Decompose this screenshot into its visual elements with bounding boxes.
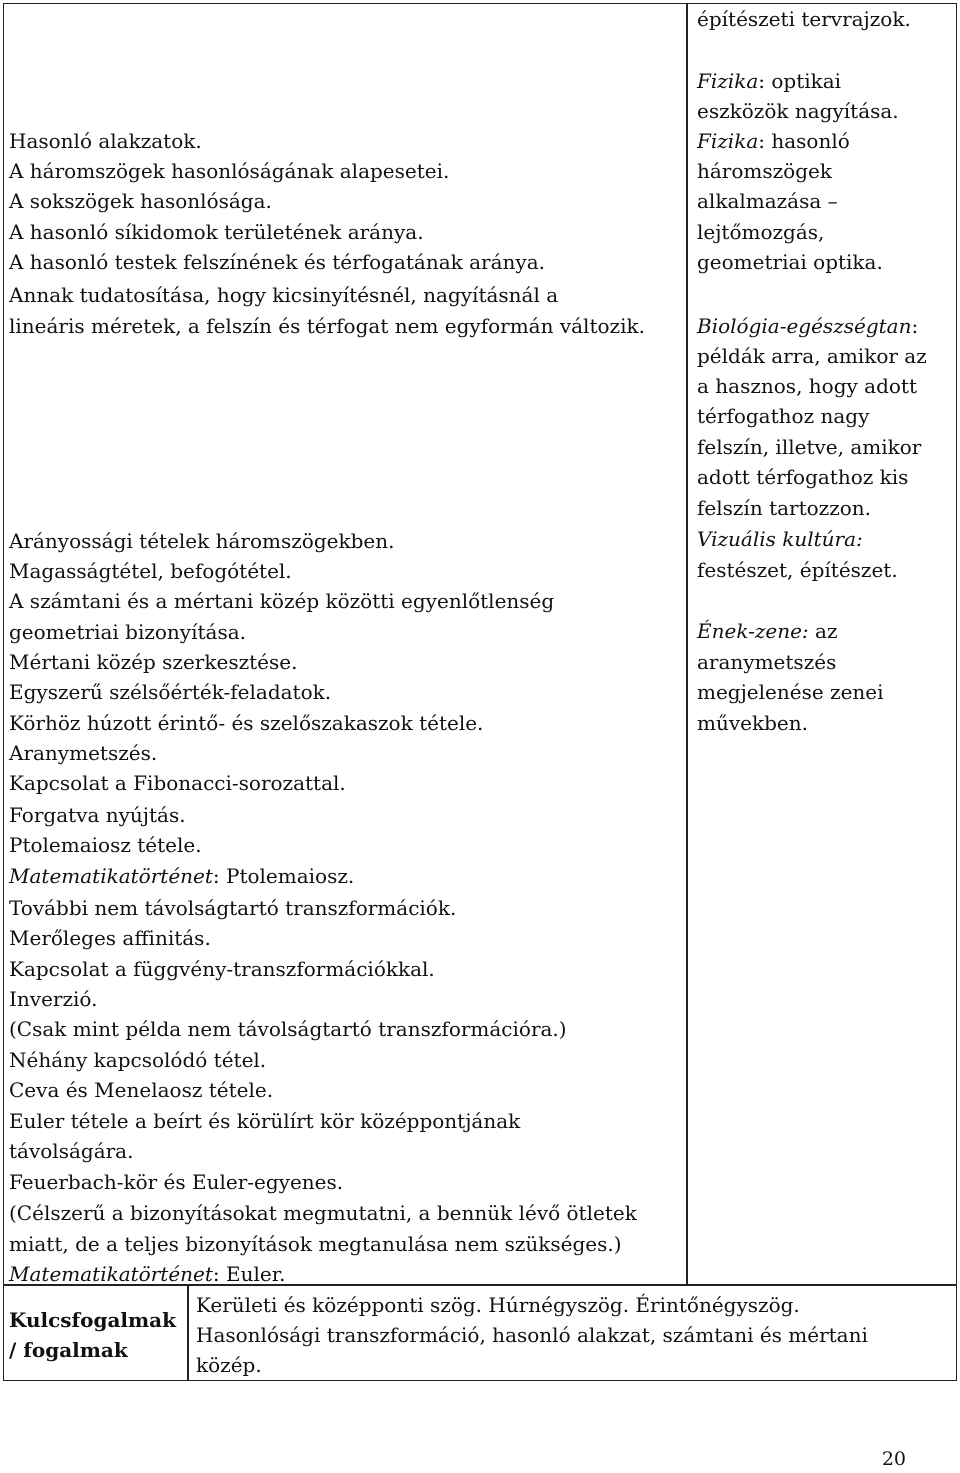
subject-label: Ének-zene: — [697, 619, 809, 643]
text-line: térfogathoz nagy — [697, 404, 870, 428]
subject-label: Fizika — [697, 69, 759, 93]
text-line: lejtőmozgás, — [697, 220, 825, 244]
text-line: eszközök nagyítása. — [697, 99, 899, 123]
text-line: Kapcsolat a Fibonacci-sorozattal. — [9, 771, 346, 795]
text-line: Néhány kapcsolódó tétel. — [9, 1048, 267, 1072]
text-line: építészeti tervrajzok. — [697, 7, 911, 31]
column-divider — [686, 3, 688, 1285]
text-line: aranymetszés — [697, 650, 837, 674]
text-line: További nem távolságtartó transzformációk. — [9, 896, 457, 920]
text-line: Ceva és Menelaosz tétele. — [9, 1078, 274, 1102]
history-label: Matematikatörténet — [9, 864, 213, 888]
text-line: felszín tartozzon. — [697, 496, 872, 520]
history-text: : Ptolemaiosz. — [212, 864, 355, 888]
text-line: Inverzió. — [9, 987, 98, 1011]
cross-ref-fizika: Fizika: hasonló — [697, 129, 850, 153]
history-note — [9, 1259, 285, 1289]
text-line: miatt, de a teljes bizonyítások megtanulása nem szükséges.) — [9, 1232, 622, 1256]
text-line: A sokszögek hasonlósága. — [9, 189, 272, 213]
cross-ref-vizualis: Vizuális kultúra: — [697, 527, 863, 551]
text-line: Körhöz húzott érintő- és szelőszakaszok tétele. — [9, 711, 484, 735]
text-line: Arányossági tételek háromszögekben. — [9, 529, 395, 553]
text-line: példák arra, amikor az — [697, 344, 927, 368]
key-concepts-label-divider — [187, 1284, 189, 1381]
text-line: Forgatva nyújtás. — [9, 803, 186, 827]
history-text: : Euler. — [212, 1262, 286, 1286]
text-line: A hasonló testek felszínének és térfogatának aránya. — [9, 250, 545, 274]
text-line: Annak tudatosítása, hogy kicsinyítésnél, nagyításnál a — [9, 283, 559, 307]
key-concepts-label: Kulcsfogalmak — [9, 1308, 176, 1332]
key-concepts-label: / fogalmak — [9, 1338, 128, 1362]
text-line: felszín, illetve, amikor — [697, 435, 922, 459]
text-line: geometriai optika. — [697, 250, 883, 274]
text-line: Egyszerű szélsőérték-feladatok. — [9, 680, 332, 704]
page-number: 20 — [881, 1448, 906, 1470]
cross-ref-fizika: Fizika: optikai — [697, 69, 842, 93]
text-line: Ptolemaiosz tétele. — [9, 833, 202, 857]
text-line: Magasságtétel, befogótétel. — [9, 559, 292, 583]
text-line: Merőleges affinitás. — [9, 926, 211, 950]
text-line: Mértani közép szerkesztése. — [9, 650, 298, 674]
text-line: távolságára. — [9, 1139, 134, 1163]
text-line: Hasonló alakzatok. — [9, 129, 202, 153]
text-line: lineáris méretek, a felszín és térfogat nem egyformán változik. — [9, 314, 645, 338]
subject-label: Biológia-egészségtan — [697, 314, 912, 338]
text-line: művekben. — [697, 711, 808, 735]
history-label: Matematikatörténet — [9, 1262, 213, 1286]
text-line: geometriai bizonyítása. — [9, 620, 247, 644]
text-line: Euler tétele a beírt és körülírt kör középpontjának — [9, 1109, 521, 1133]
text-line: A hasonló síkidomok területének aránya. — [9, 220, 424, 244]
cross-ref-enek: Ének-zene: az — [697, 619, 838, 643]
text-line: (Csak mint példa nem távolságtartó transzformációra.) — [9, 1017, 567, 1041]
text-line: háromszögek — [697, 159, 832, 183]
key-concepts-text: Kerületi és középponti szög. Húrnégyszög. Érintőnégyszög. — [196, 1293, 800, 1317]
text-line: Aranymetszés. — [9, 741, 158, 765]
key-concepts-text: Hasonlósági transzformáció, hasonló alakzat, számtani és mértani — [196, 1323, 868, 1347]
cross-ref-biologia: Biológia-egészségtan: — [697, 314, 919, 338]
key-concepts-text: közép. — [196, 1353, 262, 1377]
history-note — [9, 861, 354, 891]
text-line: alkalmazása – — [697, 189, 838, 213]
text-line: A számtani és a mértani közép közötti egyenlőtlenség — [9, 589, 555, 613]
text-line: A háromszögek hasonlóságának alapesetei. — [9, 159, 450, 183]
text-line: Feuerbach-kör és Euler-egyenes. — [9, 1170, 344, 1194]
text-line: adott térfogathoz kis — [697, 465, 909, 489]
text-line: a hasznos, hogy adott — [697, 374, 918, 398]
subject-label: Fizika — [697, 129, 759, 153]
text-line: festészet, építészet. — [697, 558, 898, 582]
text-line: Kapcsolat a függvény-transzformációkkal. — [9, 957, 435, 981]
text-line: megjelenése zenei — [697, 680, 884, 704]
text-line: (Célszerű a bizonyításokat megmutatni, a bennük lévő ötletek — [9, 1201, 637, 1225]
